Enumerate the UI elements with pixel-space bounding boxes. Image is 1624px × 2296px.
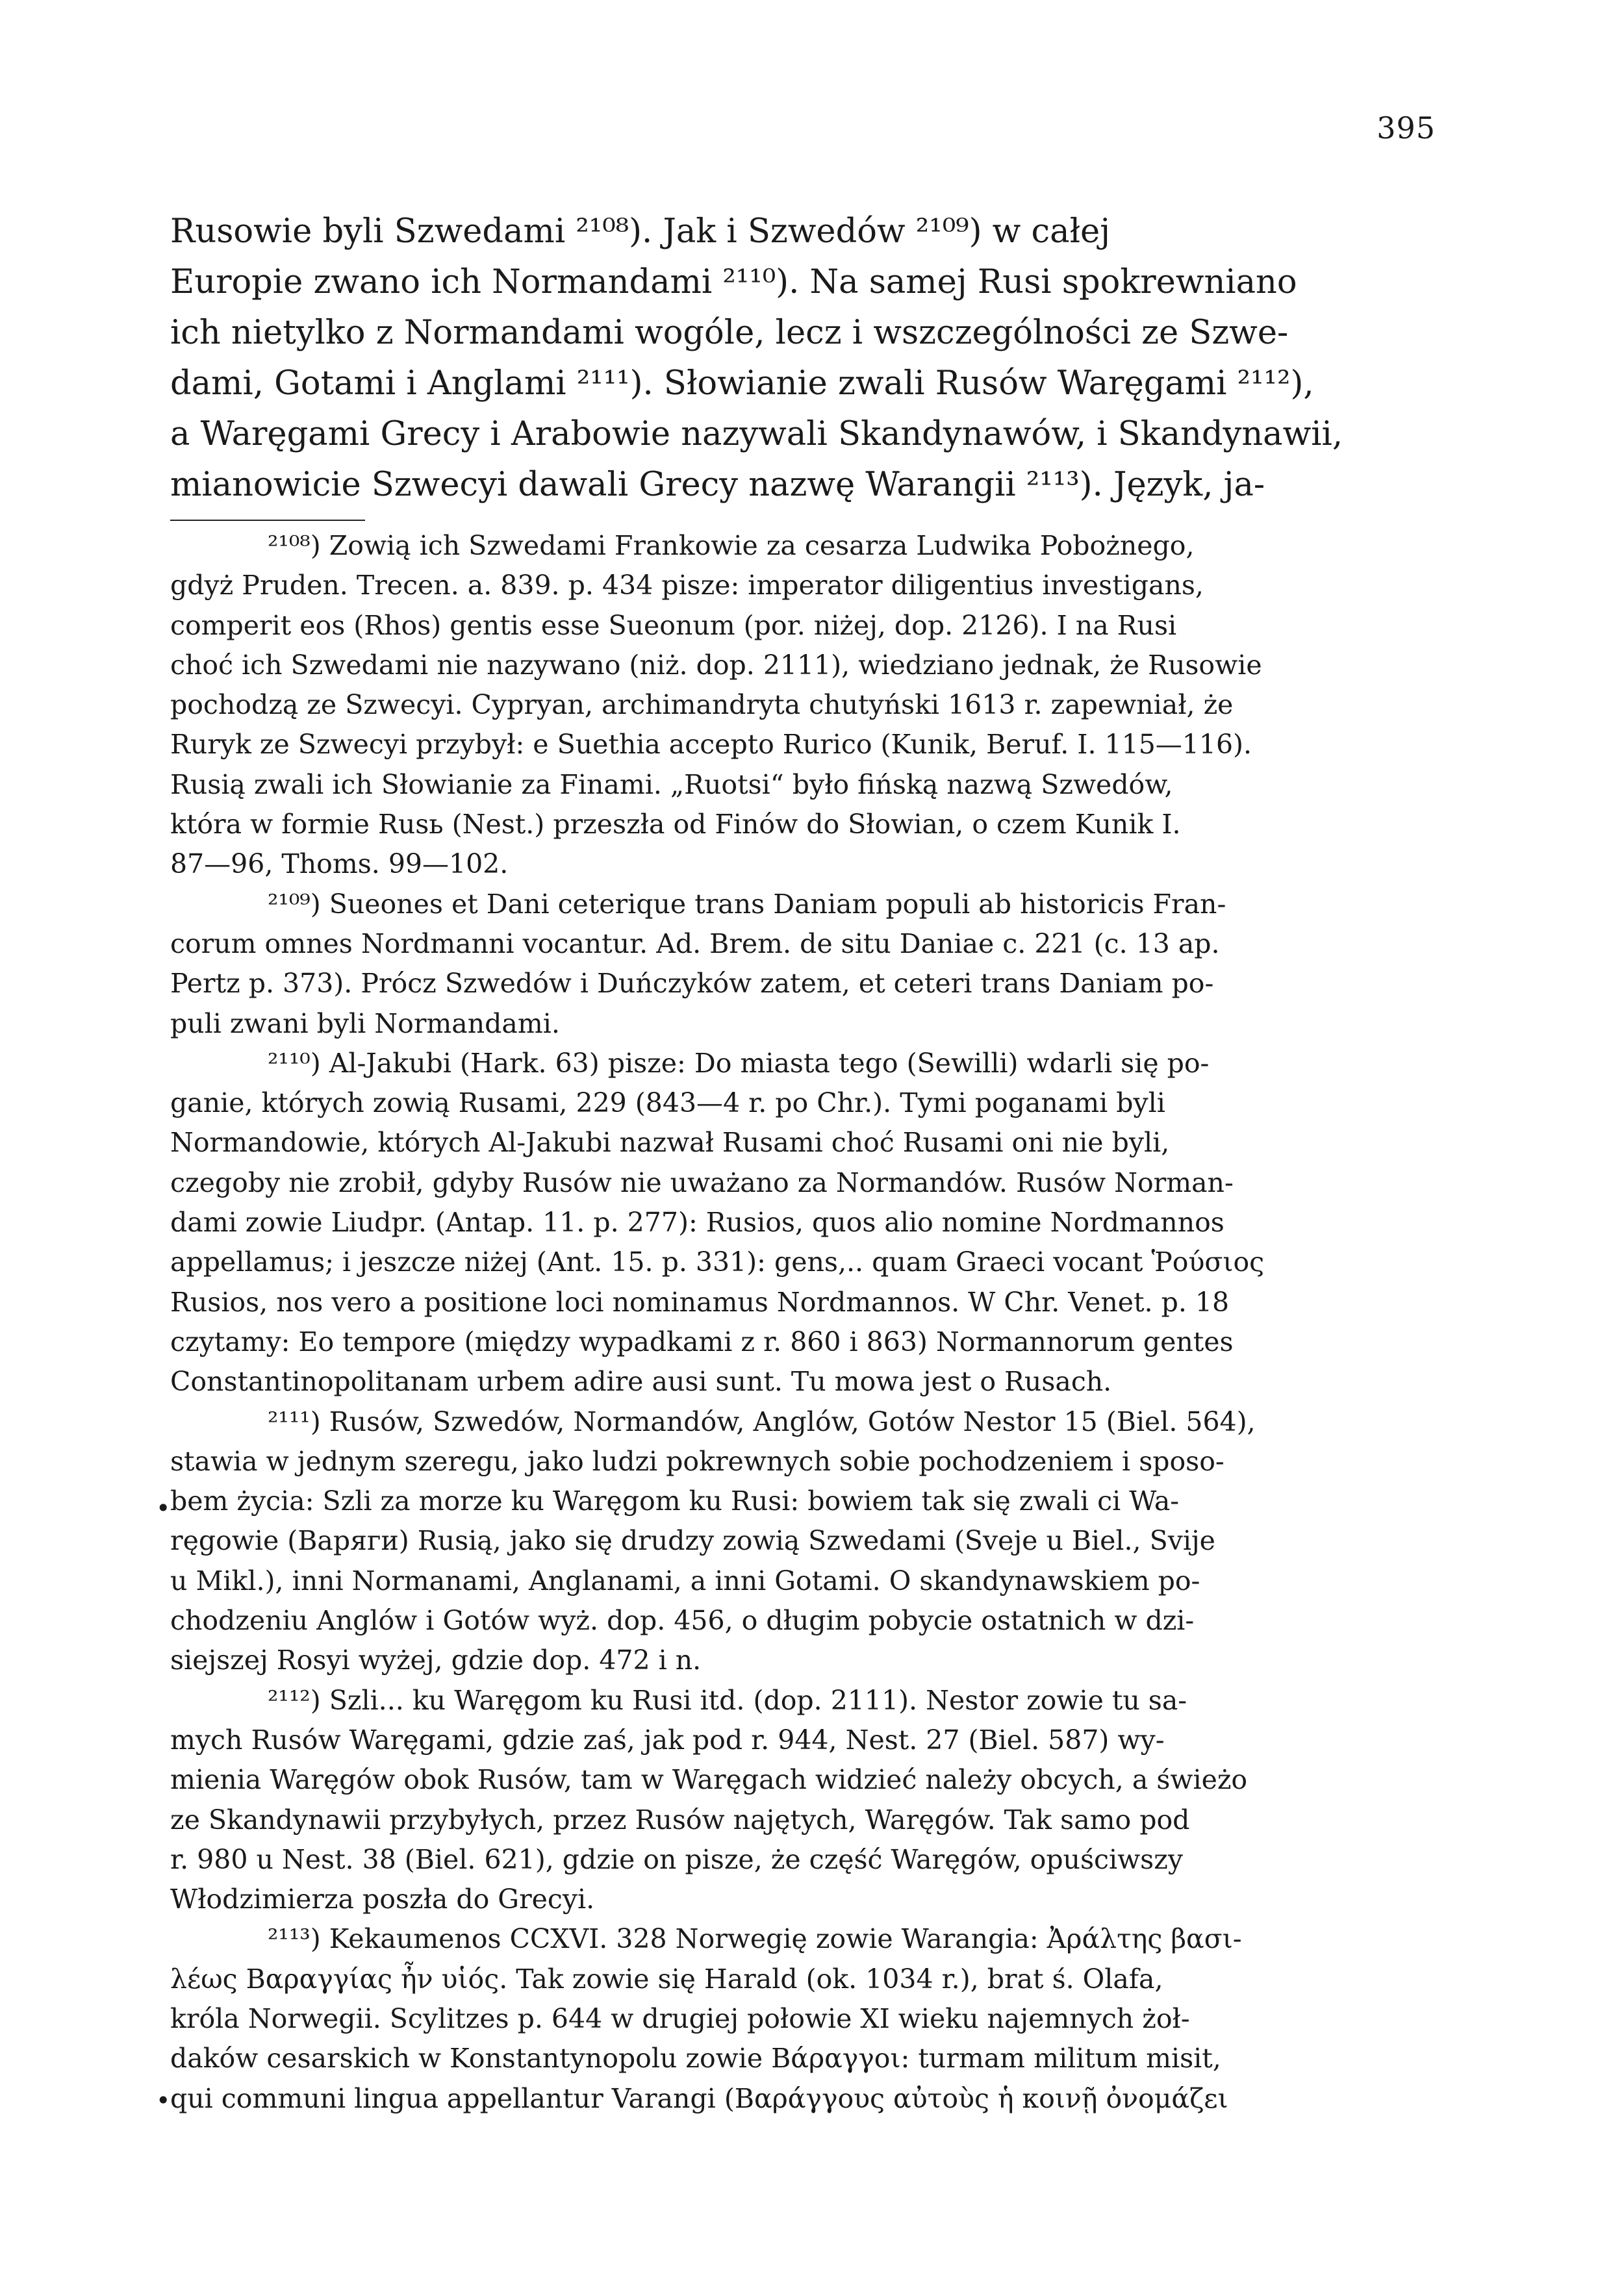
- footnote-separator-rule: [170, 520, 365, 521]
- footnote-2110-line: ²¹¹⁰) Al-Jakubi (Hark. 63) pisze: Do miasta tego (Sewilli) wdarli się po-: [268, 1047, 1210, 1079]
- footnote-2108-line: comperit eos (Rhos) gentis esse Sueonum (por. niżej, dop. 2126). I na Rusi: [170, 609, 1177, 641]
- footnote-2110-line: Normandowie, których Al-Jakubi nazwał Rusami choć Rusami oni nie byli,: [170, 1127, 1170, 1159]
- main-text-line: Rusowie byli Szwedami ²¹⁰⁸). Jak i Szwedów ²¹⁰⁹) w całej: [170, 212, 1111, 251]
- footnote-2108-line: choć ich Szwedami nie nazywano (niż. dop. 2111), wiedziano jednak, że Rusowie: [170, 649, 1262, 681]
- footnote-2108-line: gdyż Pruden. Trecen. a. 839. p. 434 pisze: imperator diligentius investigans,: [170, 570, 1204, 601]
- footnote-2113-line: króla Norwegii. Scylitzes p. 644 w drugiej połowie XI wieku najemnych żoł-: [170, 2002, 1190, 2034]
- main-text-line: ich nietylko z Normandami wogóle, lecz i wszczególności ze Szwe-: [170, 314, 1289, 352]
- footnote-2108-line: Ruryk ze Szwecyi przybył: e Suethia accepto Rurico (Kunik, Beruf. I. 115—116).: [170, 729, 1252, 761]
- footnote-2108-line: Rusią zwali ich Słowianie za Finami. „Ruotsi“ było fińską nazwą Szwedów,: [170, 768, 1173, 800]
- footnote-2110-line: appellamus; i jeszcze niżej (Ant. 15. p. 331): gens,.. quam Graeci vocant Ῥούσιος: [170, 1246, 1265, 1278]
- footnote-2110-line: czegoby nie zrobił, gdyby Rusów nie uważano za Normandów. Rusów Norman-: [170, 1167, 1234, 1198]
- main-text-line: Europie zwano ich Normandami ²¹¹⁰). Na samej Rusi spokrewniano: [170, 263, 1297, 301]
- footnotes: [170, 526, 1437, 2119]
- footnote-2110-line: Constantinopolitanam urbem adire ausi sunt. Tu mowa jest o Rusach.: [170, 1366, 1112, 1398]
- footnote-2111-line: stawia w jednym szeregu, jako ludzi pokrewnych sobie pochodzeniem i sposo-: [170, 1445, 1224, 1477]
- footnote-2112-line: ²¹¹²) Szli... ku Waręgom ku Rusi itd. (dop. 2111). Nestor zowie tu sa-: [268, 1684, 1187, 1716]
- footnote-2109-line: puli zwani byli Normandami.: [170, 1007, 560, 1039]
- footnote-2111-line: ²¹¹¹) Rusów, Szwedów, Normandów, Anglów, Gotów Nestor 15 (Biel. 564),: [268, 1406, 1256, 1437]
- footnote-2109-line: corum omnes Nordmanni vocantur. Ad. Brem. de situ Daniae c. 221 (c. 13 ap.: [170, 927, 1220, 959]
- footnote-2109-line: ²¹⁰⁹) Sueones et Dani ceterique trans Daniam populi ab historicis Fran-: [268, 888, 1226, 920]
- footnote-2108-line: 87—96, Thoms. 99—102.: [170, 848, 509, 880]
- footnote-2111-line: siejszej Rosyi wyżej, gdzie dop. 472 i n.: [170, 1645, 702, 1676]
- footnote-2111-line: chodzeniu Anglów i Gotów wyż. dop. 456, o długim pobycie ostatnich w dzi-: [170, 1605, 1195, 1637]
- footnote-2108-line: która w formie Rusь (Nest.) przeszła od Finów do Słowian, o czem Kunik I.: [170, 809, 1181, 840]
- margin-mark: •: [156, 2086, 171, 2115]
- main-text-line: a Waręgami Grecy i Arabowie nazywali Skandynawów, i Skandynawii,: [170, 415, 1343, 453]
- main-text-line: dami, Gotami i Anglami ²¹¹¹). Słowianie zwali Rusów Waręgami ²¹¹²),: [170, 364, 1314, 403]
- margin-mark: •: [156, 1494, 171, 1522]
- footnote-2112-line: mych Rusów Waręgami, gdzie zaś, jak pod r. 944, Nest. 27 (Biel. 587) wy-: [170, 1724, 1165, 1756]
- footnote-2113-line: qui communi lingua appellantur Varangi (Βαράγγους αὐτοὺς ἡ κοινῇ ὀνομάζει: [170, 2082, 1228, 2114]
- footnote-2112-line: r. 980 u Nest. 38 (Biel. 621), gdzie on pisze, że część Waręgów, opuściwszy: [170, 1843, 1183, 1875]
- footnote-2113-line: λέως Βαραγγίας ἦν υἱός. Tak zowie się Harald (ok. 1034 r.), brat ś. Olafa,: [170, 1963, 1163, 1995]
- footnote-2110-line: ganie, których zowią Rusami, 229 (843—4 r. po Chr.). Tymi poganami byli: [170, 1087, 1165, 1119]
- footnote-2113-line: daków cesarskich w Konstantynopolu zowie Βάραγγοι: turmam militum misit,: [170, 2043, 1221, 2075]
- footnote-2111-line: u Mikl.), inni Normanami, Anglanami, a inni Gotami. O skandynawskiem po-: [170, 1565, 1200, 1596]
- footnote-2113-line: ²¹¹³) Kekaumenos CCXVI. 328 Norwegię zowie Warangia: Ἀράλτης βασι-: [268, 1923, 1242, 1955]
- main-text: [170, 207, 1437, 511]
- footnote-2108-line: pochodzą ze Szwecyi. Cypryan, archimandryta chutyński 1613 r. zapewniał, że: [170, 689, 1234, 721]
- footnote-2110-line: Rusios, nos vero a positione loci nominamus Nordmannos. W Chr. Venet. p. 18: [170, 1286, 1230, 1318]
- footnote-2111-line: ręgowie (Варяги) Rusią, jako się drudzy zowią Szwedami (Sveje u Biel., Svije: [170, 1525, 1215, 1557]
- footnote-2112-line: Włodzimierza poszła do Grecyi.: [170, 1884, 595, 1915]
- footnote-2111-line: bem życia: Szli za morze ku Waręgom ku Rusi: bowiem tak się zwali ci Wa-: [170, 1485, 1180, 1517]
- page-number: 395: [1377, 110, 1436, 145]
- footnote-2110-line: czytamy: Eo tempore (między wypadkami z r. 860 i 863) Normannorum gentes: [170, 1326, 1234, 1357]
- footnote-2108-line: ²¹⁰⁸) Zowią ich Szwedami Frankowie za cesarza Ludwika Pobożnego,: [268, 530, 1195, 561]
- footnote-2110-line: dami zowie Liudpr. (Antap. 11. p. 277): Rusios, quos alio nomine Nordmannos: [170, 1207, 1224, 1239]
- main-text-line: mianowicie Szwecyi dawali Grecy nazwę Warangii ²¹¹³). Język, ja-: [170, 466, 1265, 504]
- footnote-2112-line: mienia Waręgów obok Rusów, tam w Waręgach widzieć należy obcych, a świeżo: [170, 1764, 1248, 1796]
- footnote-2112-line: ze Skandynawii przybyłych, przez Rusów najętych, Waręgów. Tak samo pod: [170, 1804, 1190, 1836]
- footnote-2109-line: Pertz p. 373). Prócz Szwedów i Duńczyków zatem, et ceteri trans Daniam po-: [170, 968, 1214, 1000]
